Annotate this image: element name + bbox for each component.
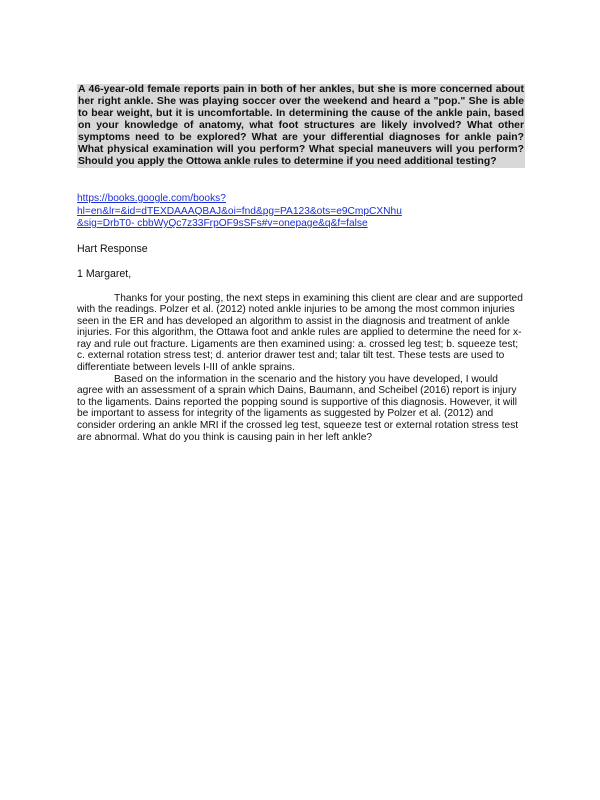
reference-link[interactable] xyxy=(77,193,402,229)
reference-link-line-2: hl=en&lr=&id=dTEXDAAAQBAJ&oi=fnd&pg=PA123&ots=e9CmpCXNhu xyxy=(77,205,402,217)
response-paragraph-2: Based on the information in the scenario and the history you have developed, I would agree with an assessment of a sprain which Dains, Baumann, and Scheibel (2016) report is injury to the ligaments. Dains reported the popping sound is supportive of this diagnosis. However, it will be important to assess for integrity of the ligaments as suggested by Polzer et al. (2012) and consider ordering an ankle MRI if the crossed leg test, squeeze test or external rotation stress test are abnormal. What do you think is causing pain in her left ankle? xyxy=(77,373,519,443)
response-body xyxy=(77,293,525,444)
response-paragraph-1: Thanks for your posting, the next steps in examining this client are clear and are supported with the readings. Polzer et al. (2012) noted ankle injuries to be among the most common injuries seen in the ER and has developed an algorithm to assist in the diagnosis and treatment of ankle injuries. For this algorithm, the Ottawa foot and ankle rules are applied to determine the need for x-ray and rule out fracture. Ligaments are then examined using: a. crossed leg test; b. squeeze test; c. external rotation stress test; d. anterior drawer test and; talar tilt test. These tests are used to differentiate between levels I-III of ankle sprains. xyxy=(77,292,523,374)
salutation: 1 Margaret, xyxy=(77,267,132,280)
discussion-question: A 46-year-old female reports pain in both of her ankles, but she is more concerned about her right ankle. She was playing soccer over the weekend and heard a "pop." She is able to bear weight, but it is uncomfortable. In determining the cause of the ankle pain, based on your knowledge of anatomy, what foot structures are likely involved? What other symptoms need to be explored? What are your differential diagnoses for ankle pain? What physical examination will you perform? What special maneuvers will you perform? Should you apply the Ottowa ankle rules to determine if you need additional testing? xyxy=(78,84,524,167)
reference-link-line-3a: &sig=DrbT0- xyxy=(77,218,135,229)
reference-link-line-1: https://books.google.com/books? xyxy=(77,193,226,204)
reference-link-block xyxy=(77,193,437,231)
document-page xyxy=(77,84,525,443)
response-heading: Hart Response xyxy=(77,242,148,255)
reference-link-line-3b: cbbWyQc7z33FrpOF9sSFs#v=onepage&q&f=false xyxy=(134,218,368,229)
